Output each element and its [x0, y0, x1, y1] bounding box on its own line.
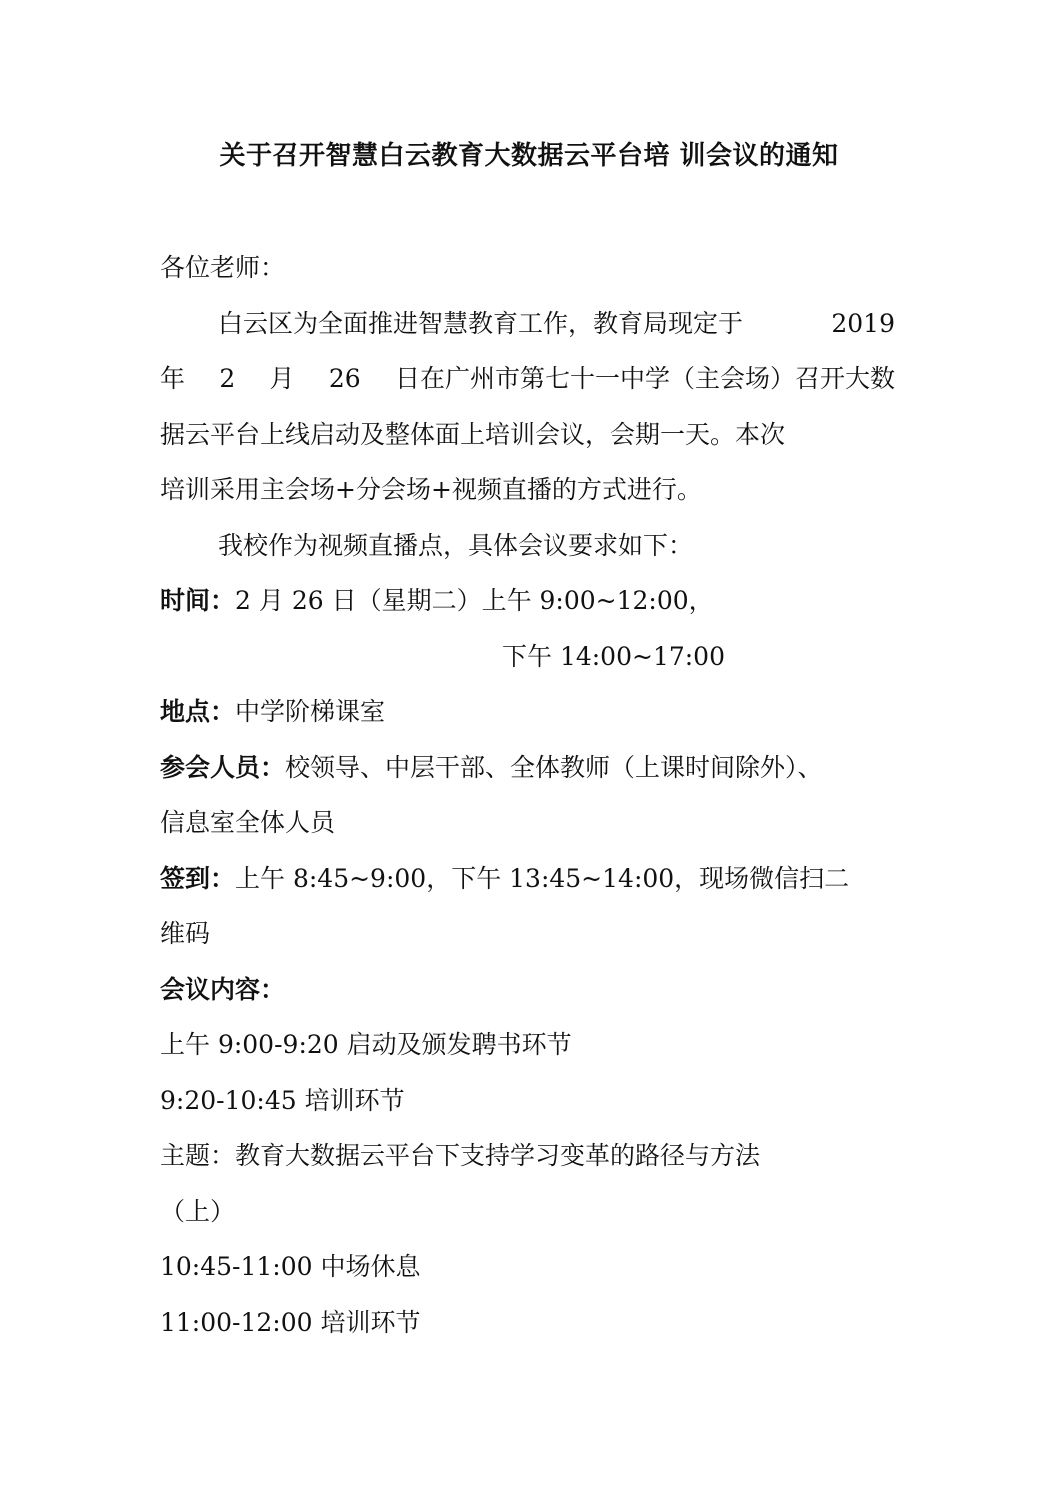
salutation: 各位老师：: [160, 253, 286, 282]
attendees-value-continued: 信息室全体人员: [160, 808, 336, 837]
agenda-item: 主题：教育大数据云平台下支持学习变革的路径与方法: [160, 1141, 761, 1170]
paragraph-1-line-1-text: 白云区为全面推进智慧教育工作，教育局现定于: [218, 309, 744, 338]
agenda-item: 9:20-10:45 培训环节: [160, 1086, 405, 1115]
paragraph-1-line-1: [218, 306, 895, 342]
attendees-label: 参会人员：: [160, 753, 286, 782]
signin-value: 上午 8:45~9:00，下午 13:45~14:00，现场微信扫二: [235, 864, 850, 893]
time-label: 时间：: [160, 586, 236, 615]
paragraph-1-line-3: 据云平台上线启动及整体面上培训会议，会期一天。本次: [160, 420, 786, 449]
paragraph-1-line-2-part: 年: [160, 364, 186, 393]
agenda-item: （上）: [160, 1197, 236, 1226]
paragraph-1-line-4: 培训采用主会场+分会场+视频直播的方式进行。: [160, 475, 702, 504]
time-row: [160, 583, 714, 619]
signin-row: [160, 861, 849, 897]
agenda-item: 10:45-11:00 中场休息: [160, 1252, 421, 1281]
paragraph-1-line-2: [160, 361, 895, 397]
document-title: 关于召开智慧白云教育大数据云平台培 训会议的通知: [219, 141, 839, 171]
paragraph-1-line-2-part: 日在广州市第七十一中学（主会场）召开大数: [394, 364, 895, 393]
signin-label: 签到：: [160, 864, 236, 893]
agenda-label: 会议内容：: [160, 975, 286, 1004]
agenda-item: 上午 9:00-9:20 启动及颁发聘书环节: [160, 1030, 572, 1059]
location-value: 中学阶梯课室: [235, 697, 386, 726]
attendees-row: [160, 750, 823, 786]
time-morning: 2 月 26 日（星期二）上午 9:00~12:00，: [235, 586, 714, 615]
agenda-item: 11:00-12:00 培训环节: [160, 1308, 421, 1337]
paragraph-2: 我校作为视频直播点，具体会议要求如下：: [218, 531, 694, 560]
time-afternoon: 下午 14:00~17:00: [502, 642, 725, 671]
paragraph-1-line-2-part: 26: [328, 364, 361, 393]
location-row: [160, 694, 385, 730]
attendees-value: 校领导、中层干部、全体教师（上课时间除外）、: [285, 753, 823, 782]
paragraph-1-line-1-year: 2019: [831, 309, 895, 338]
signin-value-continued: 维码: [160, 919, 211, 948]
location-label: 地点：: [160, 697, 236, 726]
paragraph-1-line-2-part: 2: [219, 364, 236, 393]
paragraph-1-line-2-part: 月: [269, 364, 295, 393]
